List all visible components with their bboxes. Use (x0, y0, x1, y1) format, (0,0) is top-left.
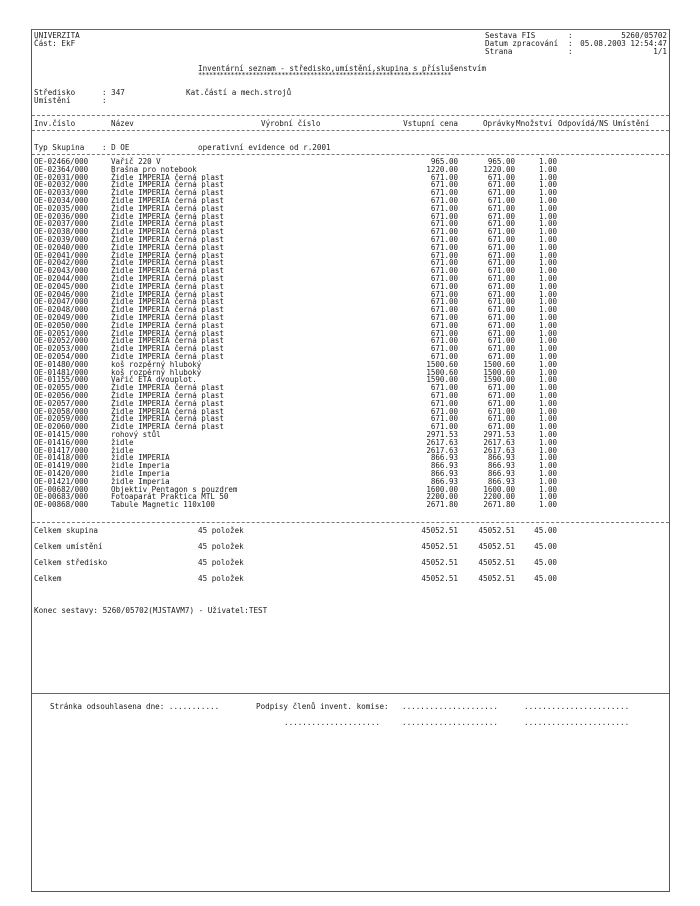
row-name: židle Imperia (111, 469, 170, 478)
row-adjustment: 671.00 (487, 414, 515, 424)
row-inv-number: OE-02057/000 (34, 398, 89, 408)
row-adjustment: 671.00 (487, 289, 515, 299)
row-quantity: 1.00 (538, 484, 557, 494)
row-quantity: 1.00 (538, 406, 557, 416)
row-price: 671.00 (430, 297, 458, 307)
row-inv-number: OE-01420/000 (34, 469, 89, 478)
row-price: 671.00 (430, 305, 458, 315)
center-label: Středisko (34, 88, 76, 97)
col-qty: Množství (516, 119, 553, 128)
col-resp: Odpovídá/NS Umístění (558, 119, 650, 128)
row-name: Židle IMPERIA černá plast (111, 196, 224, 205)
col-name: Název (111, 119, 134, 128)
row-quantity: 1.00 (538, 281, 557, 291)
row-price: 866.93 (430, 476, 458, 486)
col-adj: Oprávky (482, 119, 515, 128)
row-price: 2671.80 (426, 500, 458, 510)
row-name: Židle IMPERIA černá plast (111, 344, 224, 354)
date-colon: : (568, 39, 573, 48)
total-row (32, 543, 669, 551)
row-adjustment: 1590.00 (483, 375, 515, 385)
row-inv-number: OE-02056/000 (34, 391, 89, 400)
end-line: Konec sestavy: 5260/05702(MJSTAVM7) - Uživatel:TEST (34, 606, 268, 615)
row-inv-number: OE-02049/000 (34, 313, 89, 322)
row-quantity: 1.00 (538, 352, 557, 361)
row-name: Židle IMPERIA černá plast (111, 235, 224, 244)
row-adjustment: 2200.00 (483, 492, 515, 502)
row-quantity: 1.00 (538, 414, 557, 424)
row-adjustment: 671.00 (487, 398, 515, 408)
col-price: Vstupní cena (403, 119, 458, 128)
table-row (32, 501, 669, 509)
row-quantity: 1.00 (538, 422, 557, 432)
row-adjustment: 671.00 (487, 391, 515, 400)
row-adjustment: 671.00 (487, 242, 515, 252)
row-price: 671.00 (430, 414, 458, 424)
row-name: Židle IMPERIA černá plast (111, 414, 224, 424)
row-price: 671.00 (430, 422, 458, 432)
row-name: Židle IMPERIA černá plast (111, 328, 224, 338)
row-adjustment: 671.00 (487, 313, 515, 322)
row-adjustment: 1500.60 (483, 367, 515, 377)
row-quantity: 1.00 (538, 469, 557, 478)
row-name: Židle IMPERIA černá plast (111, 242, 224, 252)
row-quantity: 1.00 (538, 445, 557, 455)
row-price: 671.00 (430, 406, 458, 416)
page-number: 1/1 (653, 47, 667, 56)
row-price: 671.00 (430, 281, 458, 291)
row-adjustment: 671.00 (487, 196, 515, 205)
signature-line-4: ..................... (402, 718, 499, 727)
row-adjustment: 671.00 (487, 180, 515, 190)
row-price: 671.00 (430, 250, 458, 260)
row-inv-number: OE-01419/000 (34, 461, 89, 471)
row-inv-number: OE-02045/000 (34, 281, 89, 291)
row-price: 671.00 (430, 227, 458, 237)
total-quantity: 45.00 (534, 542, 557, 551)
row-inv-number: OE-02055/000 (34, 383, 89, 393)
row-inv-number: OE-02364/000 (34, 164, 89, 174)
row-quantity: 1.00 (538, 344, 557, 354)
row-name: Vařič 220 V (111, 157, 161, 166)
report-title: Inventární seznam - středisko,umístění,skupina s příslušenstvím (198, 64, 487, 73)
row-price: 671.00 (430, 352, 458, 361)
row-name: koš rozpěrný hluboký (111, 359, 202, 369)
signature-line-5: ....................... (524, 718, 630, 727)
row-price: 671.00 (430, 289, 458, 299)
row-name: Vařič ETA dvouplot. (111, 375, 197, 385)
report-colon: : (568, 31, 573, 40)
row-adjustment: 1220.00 (483, 164, 515, 174)
row-inv-number: OE-01416/000 (34, 437, 89, 447)
total-price: 45052.51 (421, 558, 458, 567)
row-inv-number: OE-01481/000 (34, 367, 89, 377)
row-adjustment: 671.00 (487, 297, 515, 307)
row-quantity: 1.00 (538, 313, 557, 322)
row-price: 671.00 (430, 219, 458, 229)
row-quantity: 1.00 (538, 320, 557, 330)
row-adjustment: 671.00 (487, 422, 515, 432)
signature-line-3: ..................... (284, 718, 381, 727)
row-adjustment: 866.93 (487, 453, 515, 463)
row-name: Židle IMPERIA černá plast (111, 383, 224, 393)
total-adjustment: 45052.51 (478, 558, 515, 567)
row-adjustment: 671.00 (487, 266, 515, 276)
row-adjustment: 671.00 (487, 406, 515, 416)
row-inv-number: OE-02059/000 (34, 414, 89, 424)
row-name: Brašna pro notebook (111, 164, 197, 174)
row-name: Židle IMPERIA černá plast (111, 297, 224, 307)
row-adjustment: 866.93 (487, 461, 515, 471)
row-adjustment: 671.00 (487, 383, 515, 393)
total-label: Celkem (34, 574, 62, 583)
row-name: Židle IMPERIA černá plast (111, 180, 224, 190)
row-name: Židle IMPERIA černá plast (111, 336, 224, 346)
row-quantity: 1.00 (538, 250, 557, 260)
group-value: : D OE (102, 143, 130, 152)
total-adjustment: 45052.51 (478, 542, 515, 551)
row-name: Tabule Magnetic 110x100 (111, 500, 215, 510)
row-inv-number: OE-01155/000 (34, 375, 89, 385)
row-inv-number: OE-02060/000 (34, 422, 89, 432)
row-adjustment: 965.00 (487, 157, 515, 166)
row-adjustment: 866.93 (487, 476, 515, 486)
row-quantity: 1.00 (538, 437, 557, 447)
row-adjustment: 671.00 (487, 235, 515, 244)
row-price: 671.00 (430, 336, 458, 346)
row-quantity: 1.00 (538, 328, 557, 338)
row-quantity: 1.00 (538, 492, 557, 502)
report-label: Sestava FIS (485, 31, 536, 40)
row-quantity: 1.00 (538, 211, 557, 221)
row-quantity: 1.00 (538, 289, 557, 299)
total-adjustment: 45052.51 (478, 574, 515, 583)
row-price: 1220.00 (426, 164, 458, 174)
row-inv-number: OE-02032/000 (34, 180, 89, 190)
row-name: Židle IMPERIA černá plast (111, 219, 224, 229)
row-name: Židle IMPERIA černá plast (111, 391, 224, 400)
row-price: 671.00 (430, 391, 458, 400)
row-quantity: 1.00 (538, 157, 557, 166)
approval-line: Stránka odsouhlasena dne: ........... (50, 702, 220, 711)
row-inv-number: OE-02044/000 (34, 274, 89, 283)
row-inv-number: OE-02036/000 (34, 211, 89, 221)
total-price: 45052.51 (421, 526, 458, 535)
row-inv-number: OE-01418/000 (34, 453, 89, 463)
row-quantity: 1.00 (538, 258, 557, 268)
group-rule (32, 154, 669, 155)
row-inv-number: OE-02053/000 (34, 344, 89, 354)
row-inv-number: OE-02048/000 (34, 305, 89, 315)
row-quantity: 1.00 (538, 180, 557, 190)
row-name: Židle IMPERIA černá plast (111, 266, 224, 276)
row-adjustment: 671.00 (487, 320, 515, 330)
row-adjustment: 671.00 (487, 328, 515, 338)
page-label: Strana (485, 47, 513, 56)
row-inv-number: OE-02058/000 (34, 406, 89, 416)
row-price: 671.00 (430, 383, 458, 393)
center-name: Kat.částí a mech.strojů (186, 88, 292, 97)
row-price: 671.00 (430, 196, 458, 205)
row-adjustment: 671.00 (487, 219, 515, 229)
header-rule-top (32, 115, 669, 116)
location-value: : (102, 96, 107, 105)
row-quantity: 1.00 (538, 219, 557, 229)
row-inv-number: OE-01417/000 (34, 445, 89, 455)
row-name: Židle IMPERIA černá plast (111, 172, 224, 182)
row-quantity: 1.00 (538, 164, 557, 174)
col-inv: Inv.číslo (34, 119, 76, 128)
row-name: rohový stůl (111, 430, 161, 439)
row-price: 671.00 (430, 211, 458, 221)
row-name: Židle IMPERIA černá plast (111, 305, 224, 315)
row-adjustment: 671.00 (487, 281, 515, 291)
row-inv-number: OE-02042/000 (34, 258, 89, 268)
row-adjustment: 671.00 (487, 344, 515, 354)
row-price: 1500.60 (426, 359, 458, 369)
row-adjustment: 866.93 (487, 469, 515, 478)
row-quantity: 1.00 (538, 391, 557, 400)
row-quantity: 1.00 (538, 235, 557, 244)
row-name: židle (111, 437, 134, 447)
signature-line-2: ....................... (524, 702, 630, 711)
total-label: Celkem středisko (34, 558, 108, 567)
row-name: Židle IMPERIA černá plast (111, 406, 224, 416)
page-colon: : (568, 47, 573, 56)
row-price: 671.00 (430, 242, 458, 252)
row-inv-number: OE-02040/000 (34, 242, 89, 252)
group-desc: operativní evidence od r.2001 (198, 143, 331, 152)
row-name: Židle IMPERIA černá plast (111, 258, 224, 268)
row-name: židle Imperia (111, 476, 170, 486)
row-adjustment: 1500.60 (483, 359, 515, 369)
row-inv-number: OE-02034/000 (34, 196, 89, 205)
group-label: Typ Skupina (34, 143, 85, 152)
row-quantity: 1.00 (538, 242, 557, 252)
row-inv-number: OE-02054/000 (34, 352, 89, 361)
row-quantity: 1.00 (538, 274, 557, 283)
row-name: Objektiv Pentagon s pouzdrem (111, 484, 238, 494)
header-rule-bottom (32, 130, 669, 131)
row-price: 671.00 (430, 258, 458, 268)
row-adjustment: 2671.80 (483, 500, 515, 510)
row-inv-number: OE-02051/000 (34, 328, 89, 338)
row-adjustment: 671.00 (487, 336, 515, 346)
row-inv-number: OE-02050/000 (34, 320, 89, 330)
row-price: 866.93 (430, 469, 458, 478)
row-inv-number: OE-02046/000 (34, 289, 89, 299)
row-price: 866.93 (430, 461, 458, 471)
row-name: Židle IMPERIA černá plast (111, 352, 224, 361)
row-quantity: 1.00 (538, 336, 557, 346)
row-adjustment: 2971.53 (483, 430, 515, 439)
total-adjustment: 45052.51 (478, 526, 515, 535)
row-name: Židle IMPERIA černá plast (111, 398, 224, 408)
row-quantity: 1.00 (538, 398, 557, 408)
row-quantity: 1.00 (538, 359, 557, 369)
org-name: UNIVERZITA (34, 31, 80, 40)
total-quantity: 45.00 (534, 574, 557, 583)
row-adjustment: 671.00 (487, 203, 515, 213)
total-price: 45052.51 (421, 542, 458, 551)
row-adjustment: 2617.63 (483, 445, 515, 455)
row-quantity: 1.00 (538, 375, 557, 385)
row-price: 671.00 (430, 328, 458, 338)
row-name: Židle IMPERIA černá plast (111, 289, 224, 299)
row-quantity: 1.00 (538, 430, 557, 439)
row-quantity: 1.00 (538, 172, 557, 182)
row-price: 1500.60 (426, 367, 458, 377)
row-inv-number: OE-02037/000 (34, 219, 89, 229)
row-price: 671.00 (430, 172, 458, 182)
row-adjustment: 671.00 (487, 352, 515, 361)
total-count: 45 položek (198, 526, 244, 535)
total-price: 45052.51 (421, 574, 458, 583)
row-price: 671.00 (430, 180, 458, 190)
row-inv-number: OE-02041/000 (34, 250, 89, 260)
row-quantity: 1.00 (538, 476, 557, 486)
row-adjustment: 1600.00 (483, 484, 515, 494)
row-price: 965.00 (430, 157, 458, 166)
row-price: 671.00 (430, 344, 458, 354)
row-quantity: 1.00 (538, 196, 557, 205)
row-name: Židle IMPERIA černá plast (111, 320, 224, 330)
row-name: židle (111, 445, 134, 455)
row-name: Židle IMPERIA černá plast (111, 188, 224, 198)
row-inv-number: OE-02033/000 (34, 188, 89, 198)
row-name: Židle IMPERIA černá plast (111, 274, 224, 283)
org-part: Část: EkF (34, 39, 76, 48)
row-adjustment: 671.00 (487, 227, 515, 237)
signature-line-1: ..................... (402, 702, 499, 711)
total-count: 45 položek (198, 558, 244, 567)
row-adjustment: 671.00 (487, 211, 515, 221)
row-quantity: 1.00 (538, 367, 557, 377)
title-underline: ********************************************************************** (198, 72, 452, 79)
total-count: 45 položek (198, 542, 244, 551)
footer-rule (32, 693, 669, 694)
row-price: 671.00 (430, 188, 458, 198)
row-quantity: 1.00 (538, 266, 557, 276)
row-price: 2971.53 (426, 430, 458, 439)
row-price: 671.00 (430, 398, 458, 408)
total-quantity: 45.00 (534, 526, 557, 535)
row-name: Židle IMPERIA černá plast (111, 422, 224, 432)
row-quantity: 1.00 (538, 203, 557, 213)
report-number: 5260/05702 (621, 31, 667, 40)
row-inv-number: OE-01415/000 (34, 430, 89, 439)
row-quantity: 1.00 (538, 500, 557, 510)
top-rule (32, 29, 669, 30)
row-price: 671.00 (430, 203, 458, 213)
row-price: 1600.00 (426, 484, 458, 494)
row-quantity: 1.00 (538, 383, 557, 393)
total-label: Celkem umístění (34, 542, 103, 551)
date-value: 05.08.2003 12:54:47 (580, 39, 667, 48)
row-inv-number: OE-02038/000 (34, 227, 89, 237)
row-quantity: 1.00 (538, 453, 557, 463)
row-inv-number: OE-00683/000 (34, 492, 89, 502)
row-quantity: 1.00 (538, 188, 557, 198)
row-adjustment: 671.00 (487, 305, 515, 315)
row-quantity: 1.00 (538, 461, 557, 471)
row-inv-number: OE-00682/000 (34, 484, 89, 494)
row-price: 671.00 (430, 274, 458, 283)
row-inv-number: OE-02031/000 (34, 172, 89, 182)
total-label: Celkem skupina (34, 526, 99, 535)
row-name: Židle IMPERIA černá plast (111, 313, 224, 322)
row-name: Židle IMPERIA černá plast (111, 250, 224, 260)
row-quantity: 1.00 (538, 297, 557, 307)
center-value: : 347 (102, 88, 125, 97)
row-inv-number: OE-00868/000 (34, 500, 89, 510)
row-price: 2617.63 (426, 437, 458, 447)
row-price: 671.00 (430, 266, 458, 276)
row-price: 671.00 (430, 313, 458, 322)
row-adjustment: 671.00 (487, 274, 515, 283)
row-name: židle IMPERIA (111, 453, 170, 463)
total-quantity: 45.00 (534, 558, 557, 567)
row-price: 2200.00 (426, 492, 458, 502)
row-quantity: 1.00 (538, 227, 557, 237)
row-name: Židle IMPERIA černá plast (111, 227, 224, 237)
row-price: 866.93 (430, 453, 458, 463)
col-serial: Výrobní číslo (261, 119, 321, 128)
row-adjustment: 671.00 (487, 172, 515, 182)
signature-label: Podpisy členů invent. komise: (256, 702, 389, 711)
row-price: 2617.63 (426, 445, 458, 455)
total-row (32, 527, 669, 535)
row-name: Židle IMPERIA černá plast (111, 203, 224, 213)
row-adjustment: 671.00 (487, 258, 515, 268)
row-price: 671.00 (430, 320, 458, 330)
row-adjustment: 671.00 (487, 250, 515, 260)
report-page (31, 29, 670, 892)
location-label: Umístění (34, 96, 71, 105)
total-row (32, 559, 669, 567)
row-inv-number: OE-02047/000 (34, 297, 89, 307)
row-name: koš rozpěrný hluboký (111, 367, 202, 377)
total-row (32, 575, 669, 583)
row-inv-number: OE-02035/000 (34, 203, 89, 213)
row-adjustment: 671.00 (487, 188, 515, 198)
row-inv-number: OE-01421/000 (34, 476, 89, 486)
date-label: Datum zpracování (485, 39, 559, 48)
row-adjustment: 2617.63 (483, 437, 515, 447)
row-inv-number: OE-02466/000 (34, 157, 89, 166)
row-name: Fotoaparát Praktica MTL 50 (111, 492, 229, 502)
row-inv-number: OE-01480/000 (34, 359, 89, 369)
totals-rule (32, 522, 669, 523)
row-inv-number: OE-02052/000 (34, 336, 89, 346)
row-price: 1590.00 (426, 375, 458, 385)
row-name: židle Imperia (111, 461, 170, 471)
total-count: 45 položek (198, 574, 244, 583)
row-inv-number: OE-02043/000 (34, 266, 89, 276)
row-name: Židle IMPERIA černá plast (111, 211, 224, 221)
row-price: 671.00 (430, 235, 458, 244)
row-quantity: 1.00 (538, 305, 557, 315)
row-name: Židle IMPERIA černá plast (111, 281, 224, 291)
row-inv-number: OE-02039/000 (34, 235, 89, 244)
